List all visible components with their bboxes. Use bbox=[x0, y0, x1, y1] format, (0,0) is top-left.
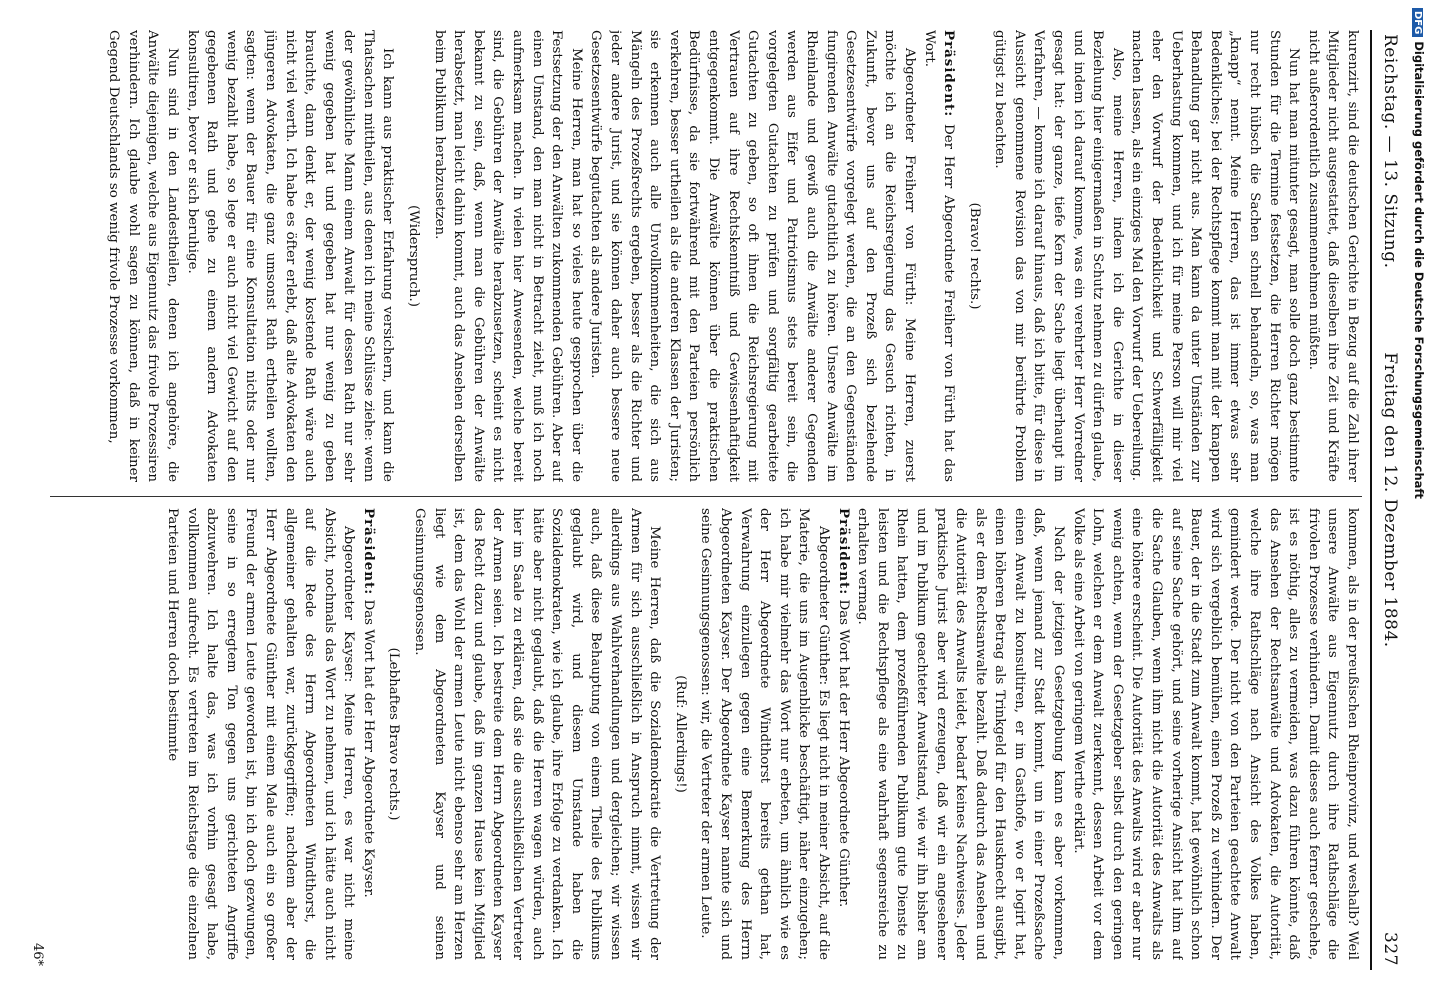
paragraph: Nun sind in den Landestheilen, denen ich angehöre, die Anwälte diejenigen, welche aus Eigennutz das frivole Prozessiren verhindern. Ich glaube wohl sagen zu können, daß in keiner Gegend Deutschlands so wenig frivole Prozesse vorkommen, bbox=[106, 30, 180, 482]
paragraph: Also, meine Herren, indem ich die Gerichte in dieser Beziehung hier einigermaßen in Schutz nehmen zu dürfen glaube, und indem ich darauf komme, was ein verehrter Herr Vorredner gesagt hat: der ganze, tiefe Kern der Sache liegt überhaupt im Verfahren, — komme ich darauf hinaus, daß ich bitte, für diese in Aussicht genommene Revision das von mir berührte Problem gütigst zu beachten. bbox=[992, 30, 1125, 482]
interjection: (Ruf: Allerdings!) bbox=[672, 675, 688, 793]
credit-text bbox=[1412, 8, 1426, 499]
paragraph: Meine Herren, daß die Sozialdemokratie die Vertretung der Armen für sich ausschließlich in Anspruch nimmt, wissen wir allerdings aus Wahlverhandlungen und dergleichen; wir wissen auch, daß diese Behauptung von einem Theile des Publikums geglaubt wird, und diesem Umstande haben die Sozialdemokraten, wie ich glaube, ihre Erfolge zu verdanken. Ich hätte aber nicht geglaubt, daß die Herren wagen würden, auch hier im Saale zu erklären, daß sie die ausschließlichen Vertreter der Armen seien. Ich bestreite dem Herrn Abgeordneten Kayser das Recht dazu und glaube, daß im ganzen Hause kein Mitglied ist, dem das Wohl der armen Leute nicht ebenso sehr am Herzen liegt wie dem Abgeordneten Kayser und seinen Gesinnungsgenossen. bbox=[412, 508, 663, 960]
interjection: (Widerspruch.) bbox=[406, 204, 422, 307]
paragraph: Abgeordneter Freiherr von Fürth: Meine Herren, zuerst möchte ich an die Reichsregierung das Gesuch richten, in Zukunft, bevor uns auf den Prozeß sich beziehende Gesetzesentwürfe vorgelegt werden, die an den Gegenständen fungirenden Anwälte gutachtlich zu hören. Unsere Anwälte im Rheinlande und gewiß auch die Anwälte anderer Gegenden werden aus Eifer und Patriotismus stets bereit sein, die vorgelegten Gutachten zu prüfen und sorgfältig gearbeitete Gutachten zu geben, so oft ihnen die Reichsregierung mit Vertrauen auf ihre Rechtskenntniß und Gewissenhaftigkeit entgegenkommt. Die Anwälte können über die praktischen Bedürfnisse, da sie fortwährend mit den Parteien persönlich verkehren, besser urtheilen als die anderen Klassen der Juristen; sie erkennen auch alle Unvollkommenheiten, die sich aus Mängeln des Prozeßrechts ergeben, besser als die Richter und jeder andere Jurist, und sie können daher auch bessere neue Gesetzesentwürfe begutachten als andere Juristen. bbox=[588, 30, 917, 482]
signature-mark: 46* bbox=[30, 942, 45, 966]
paragraph: Abgeordneter Kayser: Meine Herren, es war nicht meine Absicht, nochmals das Wort zu nehmen, und ich hätte auch nicht auf die Rede des Herrn Abgeordneten Windthorst, die allgemeiner gehalten war, zurückgegriffen; nachdem aber der Herr Abgeordnete Günther mit einem Male auch ein so großer Freund der armen Leute geworden ist, bin ich doch gezwungen, seine in so erregtem Ton gegen uns gerichteten Angriffe abzuwehren. Ich halte das, was ich vorhin gesagt habe, vollkommen aufrecht. Es vertreten im Reichstage die einzelnen Parteien und Herren doch bestimmte bbox=[164, 508, 357, 960]
paragraph: kurenzirt, sind die deutschen Gerichte in Bezug auf die Zahl ihrer Mitglieder nicht ausgestattet, daß dieselben ihre Zeit und Kräfte nicht außerordentlich zusammennehmen müßten. bbox=[1305, 30, 1360, 482]
credit-label: Digitalisierung gefördert durch die Deutsche Forschungsgemeinschaft bbox=[1412, 41, 1426, 499]
interjection: (Lebhaftes Bravo rechts.) bbox=[386, 647, 402, 821]
speaker-name: Präsident: bbox=[360, 508, 377, 596]
document-page bbox=[30, 30, 1402, 970]
paragraph: kommen, als in der preußischen Rheinprovinz, und weshalb? Weil unsere Anwälte aus Eigennutz durch ihre Rathschläge die frivolen Prozesse verhindern. Damit dieses auch ferner geschehe, ist es nöthig, alles zu vermeiden, was dazu führen könnte, daß das Ansehen der Rechtsanwälte und Advokaten, die Autorität, welche ihre Rathschläge nach Ansicht des Volkes haben, gemindert werde. Der nicht von den Parteien geachtete Anwalt wird sich vergeblich bemühen, einen Prozeß zu verhindern. Der Bauer, der in die Stadt zum Anwalt kommt, hat gewöhnlich schon auf seine Sache gehört, und seine vorherige Ansicht hat ihm auf die Sache Glauben, wenn ihm nicht die Autorität des Anwalts als eine höhere erscheint. Die Autorität des Anwalts wird er aber nur wenig achten, wenn der Gesetzgeber selbst durch den geringen Lohn, welchen er dem Anwalt zuerkennt, dessen Arbeit vor dem Volke als eine Arbeit von geringem Werthe erklärt. bbox=[1070, 508, 1360, 960]
header-date: Freitag den 12. Dezember 1884. bbox=[1380, 352, 1400, 648]
speaker-line bbox=[833, 508, 853, 960]
left-column bbox=[50, 30, 1362, 482]
speaker-text: Das Wort hat der Herr Abgeordnete Günther. bbox=[835, 599, 851, 908]
speaker-text: Der Herr Abgeordnete Freiherr von Fürth hat das Wort. bbox=[921, 30, 957, 482]
digitization-credit bbox=[1404, 0, 1432, 1000]
column-divider bbox=[50, 496, 1362, 497]
interjection: (Bravo! rechts.) bbox=[966, 202, 982, 310]
page-number: 327 bbox=[1380, 932, 1400, 966]
dfg-logo: DFG bbox=[1412, 8, 1423, 37]
page-header bbox=[1370, 30, 1402, 970]
paragraph: Abgeordneter Günther: Es liegt nicht in meiner Absicht, auf die Materie, die uns im Augenblicke beschäftigt, näher einzugehen; ich habe mir vielmehr das Wort nur erbeten, um ähnlich wie es der Herr Abgeordnete Windthorst bereits gethan hat, Verwahrung einzulegen gegen eine Bemerkung des Herrn Abgeordneten Kayser. Der Abgeordnete Kayser nannte sich und seine Gesinnungsgenossen: wir, die Vertreter der armen Leute. bbox=[698, 508, 831, 960]
speaker-line bbox=[358, 508, 378, 960]
paragraph: Meine Herren, man hat so vieles heute gesprochen über die Festsetzung der den Anwälten zukommenden Gebühren. Aber auf einen Umstand, den man nicht in Betracht zieht, muß ich noch aufmerksam machen. In vielen hier Anwesenden, welche bereit sind, die Gebühren der Anwälte herabzusetzen, scheint es nicht bekannt zu sein, daß, wenn man die Gebühren der Anwälte herabsetzt, man leicht dahin kommt, auch das Ansehen derselben beim Publikum herabzusetzen. bbox=[431, 30, 584, 482]
header-left: Reichstag. — 13. Sitzung. bbox=[1380, 34, 1400, 269]
speaker-name: Präsident: bbox=[835, 508, 852, 596]
speaker-name: Präsident: bbox=[941, 30, 958, 118]
paragraph: Nach der jetzigen Gesetzgebung kann es aber vorkommen, daß, wenn jemand zur Stadt kommt, um in einer Prozeßsache einen Anwalt zu konsultiren, er im Gasthofe, wo er logirt hat, einen höheren Betrag als Trinkgeld für den Hausknecht ausgibt, als er dem Rechtsanwalte bezahlt. Daß dadurch das Ansehen und die Autorität des Anwalts leidet, bedarf keines Nachweises. Jeder praktische Jurist aber wird erzeugen, daß wir ein angesehener und im Publikum geachteter Anwaltstand, wie wir ihn bisher am Rhein hatten, dem prozeßführenden Publikum gute Dienste zu leisten und die Rechtspflege als eine wahrhaft segensreiche zu erhalten vermag. bbox=[855, 508, 1067, 960]
right-column bbox=[50, 508, 1362, 960]
speaker-line bbox=[919, 30, 958, 482]
speaker-text: Das Wort hat der Herr Abgeordnete Kayser. bbox=[360, 599, 376, 898]
paragraph: Ich kann aus praktischer Erfahrung versichern, und kann die Thatsachen mittheilen, aus denen ich meine Schlüsse ziehe: wenn der gewöhnliche Mann einem Anwalt für dessen Rath nur sehr wenig gegeben hat und gegeben hat nur wenig zu geben brauchte, dann denkt er, der wenig kostende Rath wäre auch nicht viel werth. Ich habe es öfter erlebt, daß alte Advokaten den jüngeren Advokaten, die ganz umsonst Rath ertheilen wollten, sagten: wenn der Bauer für eine Konsultation nichts oder nur wenig bezahlt habe, so lege er auch nicht viel Gewicht auf den gegebenen Rath und gehe zu einem andern Advokaten konsultiren, bevor er sich beruhige. bbox=[184, 30, 396, 482]
paragraph: Nun hat man mitunter gesagt, man solle doch ganz bestimmte Stunden für die Termine festsetzen, die Herren Richter mögen nur recht hübsch die Sachen schnell behandeln, so, was man „knapp“ nennt. Meine Herren, das ist immer etwas sehr Bedenkliches; bei der Rechtspflege kommt man mit der knappen Behandlung gar nicht aus. Man kann da unter Umständen zur Ueberhastung kommen, und ich für meine Person will mir viel eher den Vorwurf der Bedenklichkeit und Schwerfälligkeit machen lassen, als ein einziges Mal den Vorwurf der Uebereilung. bbox=[1129, 30, 1302, 482]
